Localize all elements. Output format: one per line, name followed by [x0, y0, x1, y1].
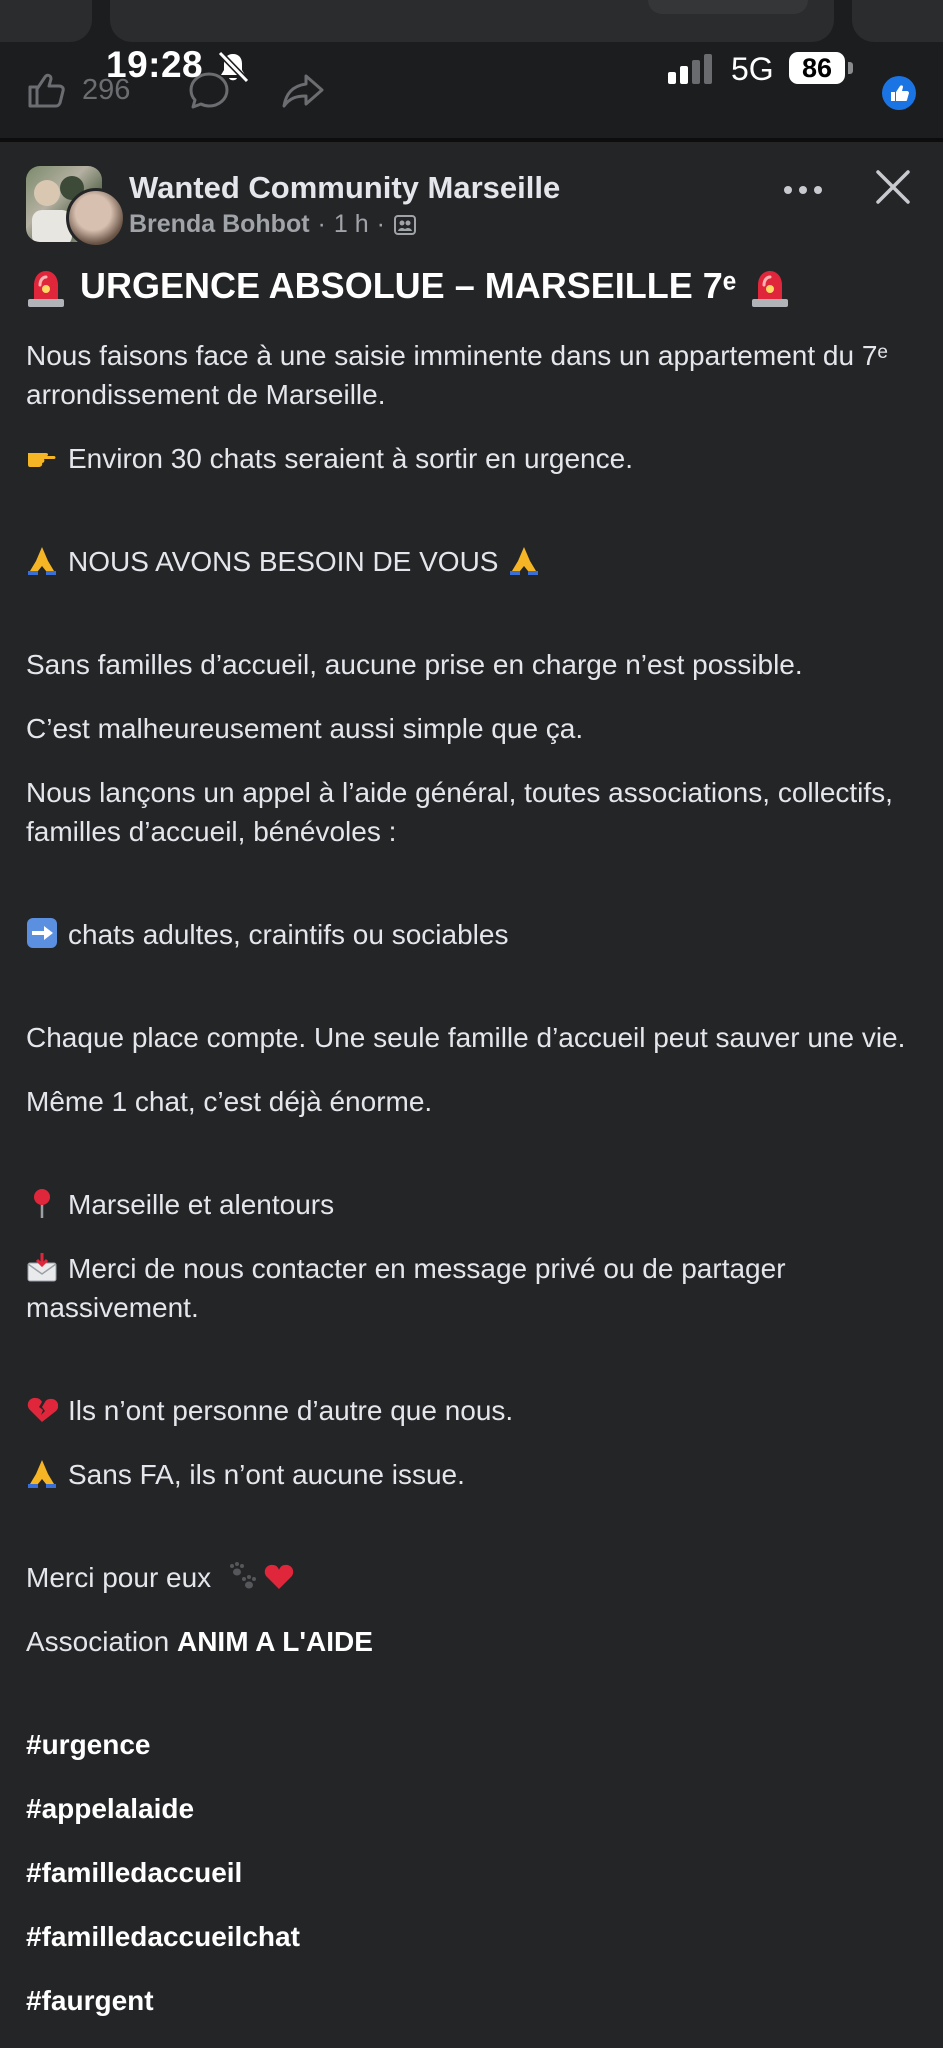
- post-time[interactable]: 1 h: [333, 210, 369, 238]
- share-icon[interactable]: [280, 68, 326, 112]
- association-prefix: Association: [26, 1626, 177, 1657]
- post-body: [26, 260, 916, 2045]
- siren-emoji-icon: [26, 265, 66, 307]
- folded-hands-emoji-icon: [26, 1457, 58, 1489]
- post-paragraph: Sans familles d’accueil, aucune prise en charge n’est possible.: [26, 649, 803, 680]
- post-paragraph: Sans FA, ils n’ont aucune issue.: [26, 1455, 916, 1494]
- post-paragraph: Nous lançons un appel à l’aide général, toutes associations, collectifs, familles d’accueil, bénévoles :: [26, 777, 893, 847]
- post-paragraph: Ils n’ont personne d’autre que nous.: [26, 1391, 916, 1430]
- post-title: [26, 260, 916, 312]
- more-options-button[interactable]: [780, 178, 826, 202]
- group-name[interactable]: Wanted Community Marseille: [129, 170, 561, 205]
- separator-dot: ·: [317, 210, 326, 238]
- post-paragraph: [26, 1622, 916, 1661]
- post-paragraph: Chaque place compte. Une seule famille d’accueil peut sauver une vie.: [26, 1022, 906, 1053]
- envelope-with-arrow-emoji-icon: [26, 1251, 58, 1283]
- folded-hands-emoji-icon: [26, 544, 58, 576]
- broken-heart-emoji-icon: [26, 1393, 58, 1425]
- hashtag-link[interactable]: #urgence: [26, 1729, 151, 1760]
- like-reaction-icon: [882, 76, 916, 110]
- post-paragraph: Marseille et alentours: [26, 1185, 916, 1224]
- author-avatar[interactable]: [66, 188, 126, 248]
- hashtag-link[interactable]: #appelalaide: [26, 1793, 195, 1824]
- author-name[interactable]: Brenda Bohbot: [129, 210, 310, 238]
- hashtag-link[interactable]: #familledaccueilchat: [26, 1921, 300, 1952]
- siren-emoji-icon: [750, 265, 790, 307]
- battery-cap: [848, 62, 853, 74]
- paw-prints-emoji-icon: [227, 1560, 259, 1592]
- previous-card-fragment: [0, 0, 92, 42]
- hashtag-link[interactable]: #familledaccueil: [26, 1857, 243, 1888]
- network-type: 5G: [731, 51, 774, 87]
- status-time: 19:28: [106, 44, 204, 85]
- like-icon[interactable]: [24, 68, 68, 112]
- post-paragraph: Environ 30 chats seraient à sortir en urgence.: [26, 439, 916, 478]
- top-bar: [0, 0, 943, 138]
- post-paragraph: Merci pour eux: [26, 1558, 916, 1597]
- header-divider: [0, 138, 943, 142]
- post-title-text: URGENCE ABSOLUE – MARSEILLE 7ᵉ: [80, 265, 737, 306]
- post-header: [0, 150, 943, 250]
- pointing-right-emoji-icon: [26, 441, 58, 473]
- author-line: [129, 210, 417, 239]
- group-privacy-icon: [393, 213, 417, 237]
- post-paragraph: chats adultes, craintifs ou sociables: [26, 915, 916, 954]
- hashtag-link[interactable]: #faurgent: [26, 1985, 154, 2016]
- association-name: ANIM A L'AIDE: [176, 1626, 373, 1657]
- battery-level: 86: [789, 52, 845, 84]
- post-paragraph: NOUS AVONS BESOIN DE VOUS: [26, 542, 916, 581]
- like-count: 296: [82, 74, 131, 106]
- post-paragraph: Même 1 chat, c’est déjà énorme.: [26, 1086, 433, 1117]
- post-paragraph: Nous faisons face à une saisie imminente dans un appartement du 7ᵉ arrondissement de Marseille.: [26, 340, 888, 410]
- separator-dot: ·: [376, 210, 385, 238]
- right-arrow-emoji-icon: [26, 917, 58, 949]
- signal-icon: [668, 54, 716, 84]
- post-paragraph: C’est malheureusement aussi simple que ça.: [26, 713, 584, 744]
- close-icon[interactable]: [874, 168, 912, 206]
- round-pushpin-emoji-icon: [26, 1187, 58, 1219]
- red-heart-emoji-icon: [263, 1560, 295, 1592]
- previous-card-fragment: [852, 0, 943, 42]
- bell-slash-icon: [216, 50, 250, 84]
- previous-card-fragment: [110, 0, 834, 42]
- folded-hands-emoji-icon: [508, 544, 540, 576]
- post-paragraph: Merci de nous contacter en message privé ou de partager massivement.: [26, 1253, 786, 1323]
